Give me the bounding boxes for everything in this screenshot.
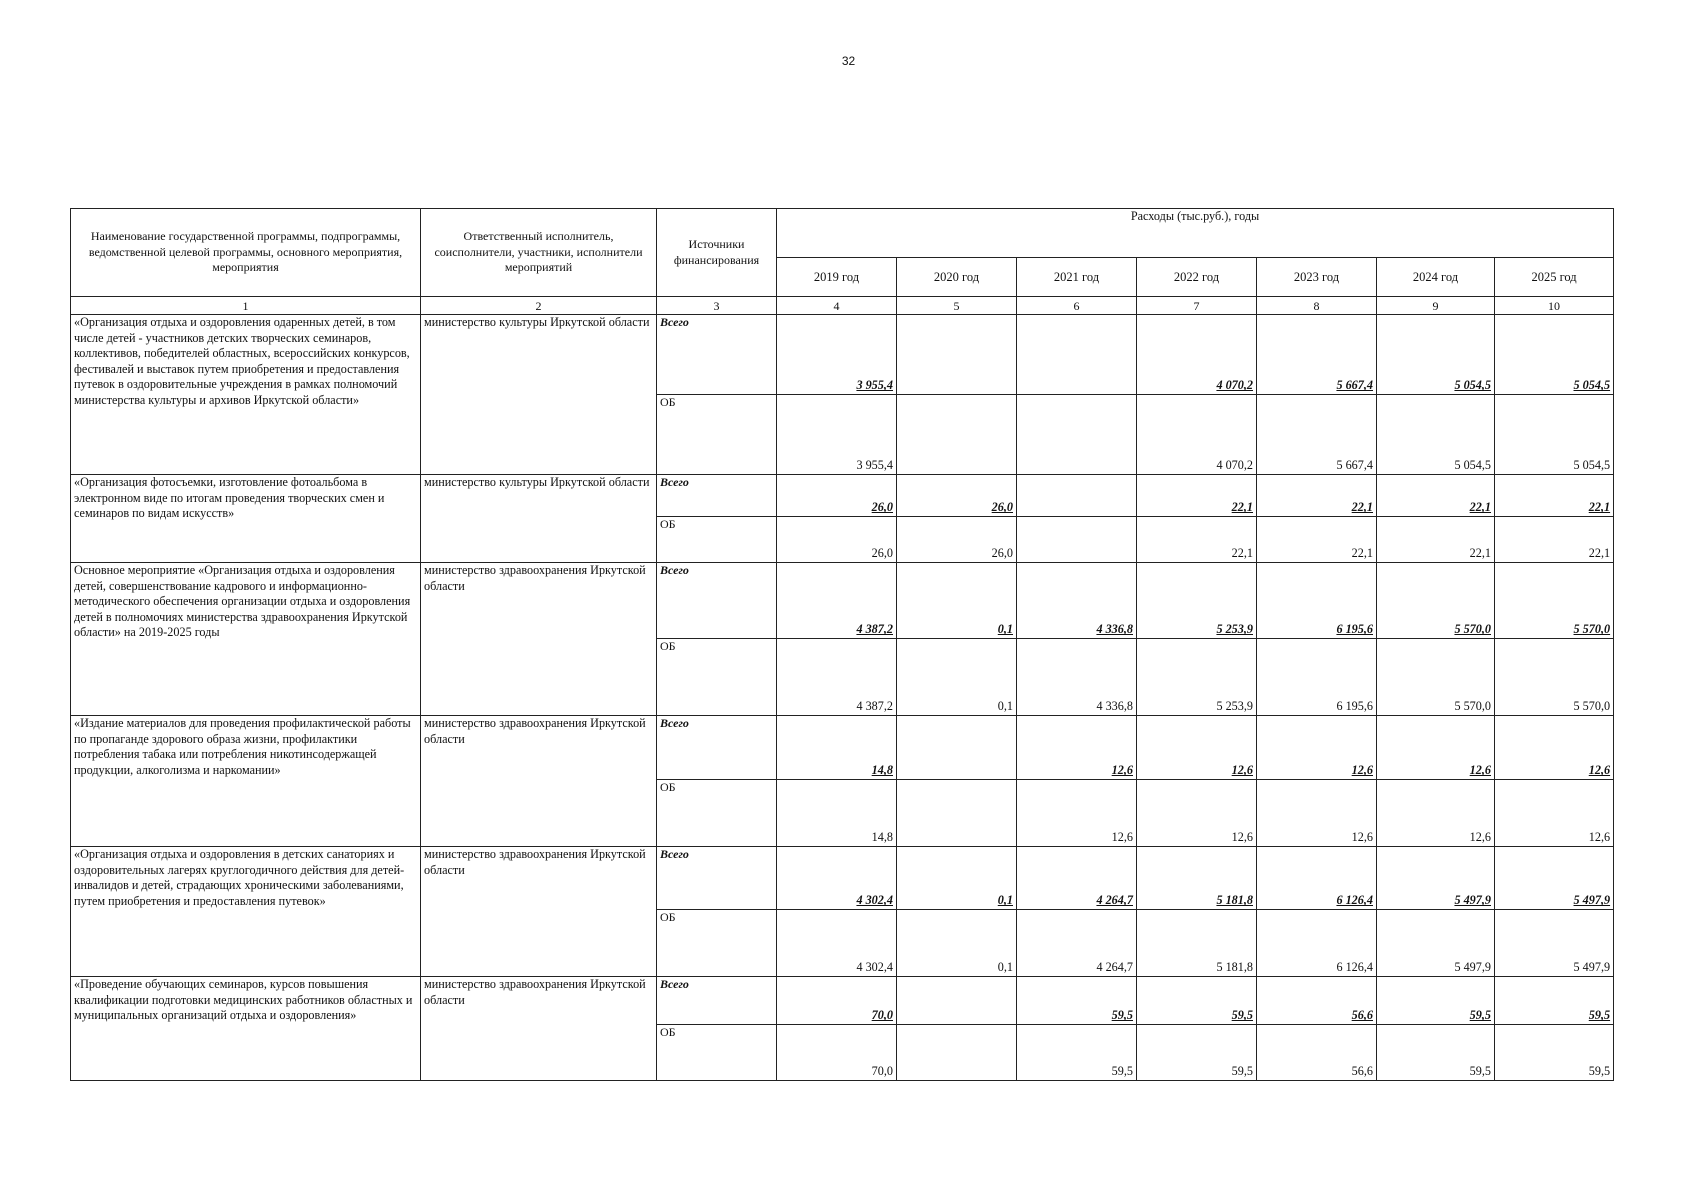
header-name: Наименование государственной программы, подпрограммы, ведомственной целевой программы, основного мероприятия, мероприятия bbox=[71, 209, 421, 297]
ob-value: 5 253,9 bbox=[1137, 639, 1257, 716]
total-value: 5 497,9 bbox=[1495, 847, 1614, 910]
total-value: 59,5 bbox=[1495, 977, 1614, 1025]
ob-value: 4 387,2 bbox=[777, 639, 897, 716]
ob-value: 5 497,9 bbox=[1377, 910, 1495, 977]
total-value: 59,5 bbox=[1137, 977, 1257, 1025]
total-value: 5 667,4 bbox=[1257, 315, 1377, 395]
total-value: 3 955,4 bbox=[777, 315, 897, 395]
ob-value: 70,0 bbox=[777, 1025, 897, 1081]
program-name: «Организация отдыха и оздоровления в детских санаториях и оздоровительных лагерях круглогодичного действия для детей-инвалидов и детей, страдающих хроническими заболеваниями, путем приобретения и предоставления путевок» bbox=[71, 847, 421, 977]
total-value bbox=[1017, 475, 1137, 517]
program-executor: министерство здравоохранения Иркутской области bbox=[421, 977, 657, 1081]
total-value: 12,6 bbox=[1257, 716, 1377, 780]
table-body bbox=[71, 315, 1614, 1081]
ob-value bbox=[1017, 395, 1137, 475]
source-ob-label: ОБ bbox=[657, 395, 777, 475]
total-value: 59,5 bbox=[1377, 977, 1495, 1025]
ob-value: 12,6 bbox=[1495, 780, 1614, 847]
total-value bbox=[897, 716, 1017, 780]
ob-value: 56,6 bbox=[1257, 1025, 1377, 1081]
ob-value: 22,1 bbox=[1137, 517, 1257, 563]
ob-value: 5 054,5 bbox=[1495, 395, 1614, 475]
total-value: 56,6 bbox=[1257, 977, 1377, 1025]
budget-table bbox=[70, 208, 1614, 1081]
total-value: 5 570,0 bbox=[1495, 563, 1614, 639]
header-year: 2025 год bbox=[1495, 258, 1614, 297]
program-executor: министерство здравоохранения Иркутской области bbox=[421, 847, 657, 977]
total-value: 5 497,9 bbox=[1377, 847, 1495, 910]
ob-value: 22,1 bbox=[1257, 517, 1377, 563]
total-value: 12,6 bbox=[1377, 716, 1495, 780]
ob-value: 14,8 bbox=[777, 780, 897, 847]
column-number: 3 bbox=[657, 297, 777, 315]
ob-value: 0,1 bbox=[897, 910, 1017, 977]
program-executor: министерство культуры Иркутской области bbox=[421, 315, 657, 475]
ob-value: 59,5 bbox=[1137, 1025, 1257, 1081]
ob-value: 4 336,8 bbox=[1017, 639, 1137, 716]
program-executor: министерство здравоохранения Иркутской области bbox=[421, 716, 657, 847]
table-row bbox=[71, 315, 1614, 395]
header-year: 2019 год bbox=[777, 258, 897, 297]
ob-value: 0,1 bbox=[897, 639, 1017, 716]
total-value: 6 195,6 bbox=[1257, 563, 1377, 639]
ob-value: 6 195,6 bbox=[1257, 639, 1377, 716]
total-value: 59,5 bbox=[1017, 977, 1137, 1025]
program-name: Основное мероприятие «Организация отдыха и оздоровления детей, совершенствование кадрового и информационно-методического обеспечения организации отдыха и оздоровления детей в полномочиях министерства здравоохранения Иркутской области» на 2019-2025 годы bbox=[71, 563, 421, 716]
table-row bbox=[71, 563, 1614, 639]
source-total-label: Всего bbox=[657, 315, 777, 395]
ob-value bbox=[897, 1025, 1017, 1081]
ob-value: 5 054,5 bbox=[1377, 395, 1495, 475]
total-value: 4 070,2 bbox=[1137, 315, 1257, 395]
column-numbers-row bbox=[71, 297, 1614, 315]
total-value: 5 054,5 bbox=[1495, 315, 1614, 395]
ob-value: 5 570,0 bbox=[1377, 639, 1495, 716]
source-ob-label: ОБ bbox=[657, 517, 777, 563]
total-value bbox=[1017, 315, 1137, 395]
header-executor: Ответственный исполнитель, соисполнители, участники, исполнители мероприятий bbox=[421, 209, 657, 297]
program-name: «Организация фотосъемки, изготовление фотоальбома в электронном виде по итогам проведения творческих смен и семинаров по видам искусств» bbox=[71, 475, 421, 563]
column-number: 6 bbox=[1017, 297, 1137, 315]
column-number: 1 bbox=[71, 297, 421, 315]
ob-value: 12,6 bbox=[1377, 780, 1495, 847]
total-value: 6 126,4 bbox=[1257, 847, 1377, 910]
column-number: 4 bbox=[777, 297, 897, 315]
ob-value: 12,6 bbox=[1137, 780, 1257, 847]
total-value bbox=[897, 977, 1017, 1025]
ob-value: 22,1 bbox=[1495, 517, 1614, 563]
program-name: «Издание материалов для проведения профилактической работы по пропаганде здорового образа жизни, профилактики потребления табака или потребления никотинсодержащей продукции, алкоголизма и наркомании» bbox=[71, 716, 421, 847]
header-spending: Расходы (тыс.руб.), годы bbox=[777, 209, 1614, 258]
ob-value: 12,6 bbox=[1017, 780, 1137, 847]
total-value: 14,8 bbox=[777, 716, 897, 780]
total-value: 22,1 bbox=[1137, 475, 1257, 517]
ob-value bbox=[1017, 517, 1137, 563]
column-number: 9 bbox=[1377, 297, 1495, 315]
ob-value: 5 667,4 bbox=[1257, 395, 1377, 475]
ob-value bbox=[897, 395, 1017, 475]
column-number: 7 bbox=[1137, 297, 1257, 315]
ob-value: 26,0 bbox=[897, 517, 1017, 563]
total-value: 0,1 bbox=[897, 563, 1017, 639]
ob-value: 5 497,9 bbox=[1495, 910, 1614, 977]
source-ob-label: ОБ bbox=[657, 1025, 777, 1081]
source-ob-label: ОБ bbox=[657, 639, 777, 716]
program-executor: министерство культуры Иркутской области bbox=[421, 475, 657, 563]
header-year: 2022 год bbox=[1137, 258, 1257, 297]
program-executor: министерство здравоохранения Иркутской области bbox=[421, 563, 657, 716]
column-number: 8 bbox=[1257, 297, 1377, 315]
table-row bbox=[71, 475, 1614, 517]
ob-value: 5 181,8 bbox=[1137, 910, 1257, 977]
program-name: «Проведение обучающих семинаров, курсов повышения квалификации подготовки медицинских работников областных и муниципальных организаций отдыха и оздоровления» bbox=[71, 977, 421, 1081]
total-value: 22,1 bbox=[1257, 475, 1377, 517]
total-value: 26,0 bbox=[777, 475, 897, 517]
ob-value: 4 070,2 bbox=[1137, 395, 1257, 475]
source-total-label: Всего bbox=[657, 977, 777, 1025]
ob-value: 59,5 bbox=[1495, 1025, 1614, 1081]
page-number: 32 bbox=[841, 54, 856, 68]
ob-value: 22,1 bbox=[1377, 517, 1495, 563]
header-year: 2024 год bbox=[1377, 258, 1495, 297]
total-value: 5 181,8 bbox=[1137, 847, 1257, 910]
ob-value: 59,5 bbox=[1017, 1025, 1137, 1081]
ob-value: 59,5 bbox=[1377, 1025, 1495, 1081]
total-value: 4 302,4 bbox=[777, 847, 897, 910]
ob-value bbox=[897, 780, 1017, 847]
column-number: 10 bbox=[1495, 297, 1614, 315]
ob-value: 5 570,0 bbox=[1495, 639, 1614, 716]
total-value: 5 253,9 bbox=[1137, 563, 1257, 639]
source-total-label: Всего bbox=[657, 847, 777, 910]
total-value: 4 336,8 bbox=[1017, 563, 1137, 639]
total-value: 12,6 bbox=[1137, 716, 1257, 780]
total-value: 5 570,0 bbox=[1377, 563, 1495, 639]
header-year: 2021 год bbox=[1017, 258, 1137, 297]
total-value: 4 264,7 bbox=[1017, 847, 1137, 910]
total-value: 0,1 bbox=[897, 847, 1017, 910]
ob-value: 3 955,4 bbox=[777, 395, 897, 475]
total-value: 22,1 bbox=[1377, 475, 1495, 517]
ob-value: 6 126,4 bbox=[1257, 910, 1377, 977]
total-value: 12,6 bbox=[1495, 716, 1614, 780]
source-total-label: Всего bbox=[657, 563, 777, 639]
table-row bbox=[71, 847, 1614, 910]
program-name: «Организация отдыха и оздоровления одаренных детей, в том числе детей - участников детских творческих семинаров, коллективов, победителей областных, всероссийских конкурсов, фестивалей и выставок путем приобретения и предоставления путевок в оздоровительные учреждения в рамках полномочий министерства культуры и архивов Иркутской области» bbox=[71, 315, 421, 475]
ob-value: 26,0 bbox=[777, 517, 897, 563]
header-year: 2023 год bbox=[1257, 258, 1377, 297]
source-total-label: Всего bbox=[657, 716, 777, 780]
column-number: 5 bbox=[897, 297, 1017, 315]
ob-value: 12,6 bbox=[1257, 780, 1377, 847]
header-year: 2020 год bbox=[897, 258, 1017, 297]
ob-value: 4 302,4 bbox=[777, 910, 897, 977]
source-ob-label: ОБ bbox=[657, 780, 777, 847]
total-value bbox=[897, 315, 1017, 395]
total-value: 4 387,2 bbox=[777, 563, 897, 639]
total-value: 12,6 bbox=[1017, 716, 1137, 780]
table-row bbox=[71, 977, 1614, 1025]
source-total-label: Всего bbox=[657, 475, 777, 517]
total-value: 70,0 bbox=[777, 977, 897, 1025]
ob-value: 4 264,7 bbox=[1017, 910, 1137, 977]
column-number: 2 bbox=[421, 297, 657, 315]
total-value: 5 054,5 bbox=[1377, 315, 1495, 395]
table-row bbox=[71, 716, 1614, 780]
total-value: 22,1 bbox=[1495, 475, 1614, 517]
header-source: Источники финансирования bbox=[657, 209, 777, 297]
total-value: 26,0 bbox=[897, 475, 1017, 517]
source-ob-label: ОБ bbox=[657, 910, 777, 977]
